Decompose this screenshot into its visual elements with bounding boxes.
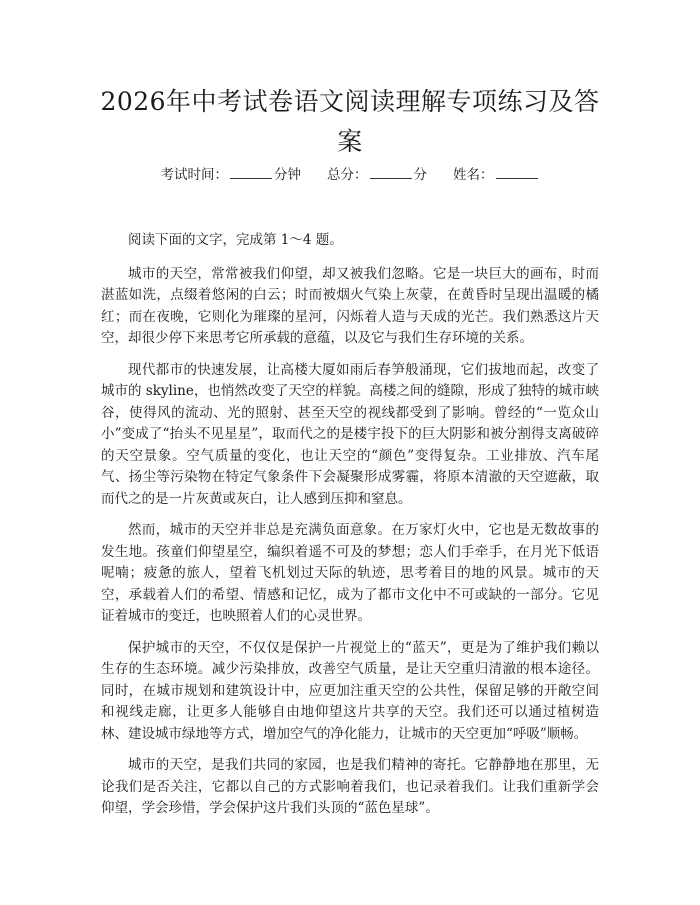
exam-time-unit: 分钟: [274, 167, 301, 183]
passage-paragraph-1: 城市的天空，常常被我们仰望，却又被我们忽略。它是一块巨大的画布，时而湛蓝如洗，点缀着悠闲的白云；时而被烟火气染上灰蒙，在黄昏时呈现出温暖的橘红；而在夜晚，它则化为璀璨的星河，闪烁着人造与天成的光芒。我们熟悉这片天空，却很少停下来思考它所承载的意蕴，以及它与我们生存环境的关系。: [101, 265, 599, 346]
passage-paragraph-4: 保护城市的天空，不仅仅是保护一片视觉上的“蓝天”，更是为了维护我们赖以生存的生态环境。减少污染排放，改善空气质量，是让天空重归清澈的根本途径。同时，在城市规划和建筑设计中，应更加注重天空的公共性，保留足够的开敞空间和视线走廊，让更多人能够自由地仰望这片共享的天空。我们还可以通过植树造林、建设城市绿地等方式，增加空气的净化能力，让城市的天空更加“呼吸”顺畅。: [101, 639, 599, 742]
exam-time-blank[interactable]: [230, 166, 272, 179]
passage-paragraph-5: 城市的天空，是我们共同的家园，也是我们精神的寄托。它静静地在那里，无论我们是否关注，它都以自己的方式影响着我们，也记录着我们。让我们重新学会仰望，学会珍惜，学会保护这片我们头顶的“蓝色星球”。: [101, 757, 599, 816]
exam-time-field: [161, 166, 302, 184]
student-name-field: [453, 166, 540, 184]
student-name-blank[interactable]: [496, 166, 538, 179]
total-score-blank[interactable]: [370, 166, 412, 179]
student-name-label: 姓名：: [453, 167, 494, 183]
total-score-label: 总分：: [327, 167, 368, 183]
passage-paragraph-3: 然而，城市的天空并非总是充满负面意象。在万家灯火中，它也是无数故事的发生地。孩童们仰望星空，编织着遥不可及的梦想；恋人们手牵手，在月光下低语呢喃；疲惫的旅人，望着飞机划过天际的轨迹，思考着目的地的风景。城市的天空，承载着人们的希望、情感和记忆，成为了都市文化中不可或缺的一部分。它见证着城市的变迁，也映照着人们的心灵世界。: [101, 522, 599, 624]
passage-paragraph-2: 现代都市的快速发展，让高楼大厦如雨后春笋般涌现，它们拔地而起，改变了城市的 skyline，也悄然改变了天空的样貌。高楼之间的缝隙，形成了独特的城市峡谷，使得风的流动、光的照射、甚至天空的视线都受到了影响。曾经的“一览众山小”变成了“抬头不见星星”，取而代之的是楼宇投下的巨大阴影和被分割得支离破碎的天空景象。空气质量的变化，也让天空的“颜色”变得复杂。工业排放、汽车尾气、扬尘等污染物在特定气象条件下会凝聚形成雾霾，将原本清澈的天空遮蔽，取而代之的是一片灰黄或灰白，让人感到压抑和窒息。: [101, 361, 599, 507]
exam-meta-line: [0, 166, 700, 184]
document-title: 2026年中考试卷语文阅读理解专项练习及答案: [100, 87, 600, 156]
total-score-unit: 分: [413, 167, 427, 183]
total-score-field: [327, 166, 427, 184]
instruction-text: 阅读下面的文字，完成第 1～4 题。: [128, 232, 343, 248]
reading-passage: [101, 230, 599, 830]
exam-time-label: 考试时间：: [160, 167, 228, 183]
